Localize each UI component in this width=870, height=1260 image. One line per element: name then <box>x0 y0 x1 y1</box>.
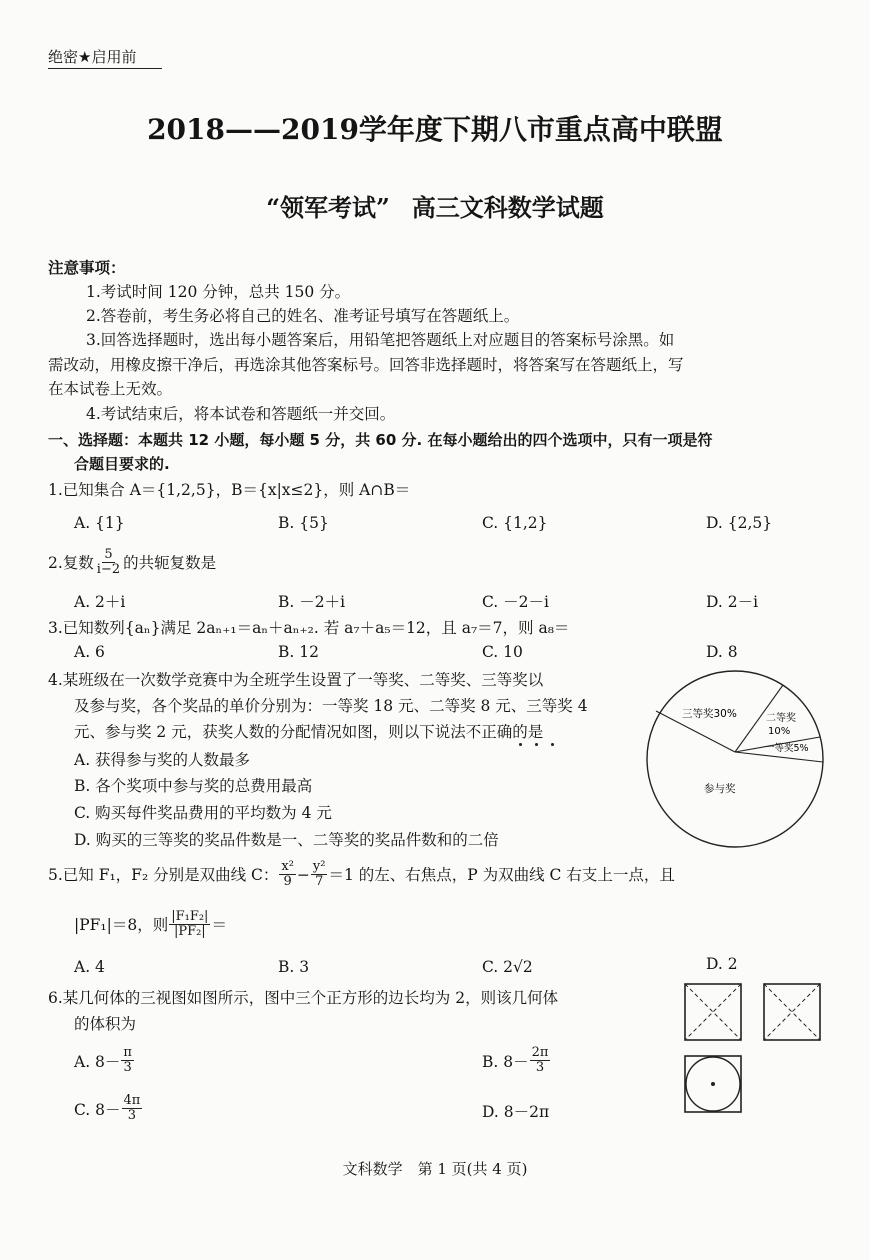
q6-option-b-den: 3 <box>535 1060 545 1075</box>
q5-frac-x-num: x² <box>281 859 294 874</box>
q5-option-d: D. 2 <box>706 955 738 973</box>
q3-stem: 3.已知数列{aₙ}满足 2aₙ₊₁＝aₙ＋aₙ₊₂. 若 a₇＋a₅＝12，且 a₇＝7，则 a₈＝ <box>48 619 570 637</box>
q6-option-b <box>482 1046 551 1075</box>
page-footer: 文科数学 第 1 页(共 4 页) <box>342 1160 528 1178</box>
q5-frac-ratio <box>169 910 210 939</box>
q2-fraction <box>95 548 122 577</box>
exam-subtitle <box>0 188 870 223</box>
q1-option-b: B. {5} <box>278 514 329 532</box>
q2-stem <box>48 548 216 577</box>
emphasis-dot <box>535 743 538 746</box>
q5-frac-y-num: y² <box>312 859 326 874</box>
q4-option-d: D. 购买的三等奖的奖品件数是一、二等奖的奖品件数和的二倍 <box>74 831 499 849</box>
q3-option-b: B. 12 <box>278 643 319 661</box>
emphasis-dot <box>519 743 522 746</box>
q5-frac-x <box>279 860 296 889</box>
pie-label-second: 二等奖 <box>766 713 796 724</box>
q1-option-d: D. {2,5} <box>706 514 773 532</box>
q5-frac-y-den: 7 <box>315 874 324 889</box>
q1-option-c: C. {1,2} <box>482 514 548 532</box>
q2-stem-post: 的共轭复数是 <box>123 553 217 572</box>
note-3-line3: 在本试卷上无效。 <box>48 380 173 398</box>
q6-option-a-den: 3 <box>123 1060 132 1075</box>
q6-line1: 6.某几何体的三视图如图所示，图中三个正方形的边长均为 2，则该几何体 <box>48 989 559 1007</box>
q4-line3: 元、参与奖 2 元，获奖人数的分配情况如图，则以下说法不正确的是 <box>74 723 544 741</box>
confidential-label: 绝密★启用前 <box>48 48 137 66</box>
q4-line2: 及参与奖，各个奖品的单价分别为：一等奖 18 元、二等奖 8 元、三等奖 4 <box>74 697 588 715</box>
section-header-line1: 一、选择题：本题共 12 小题，每小题 5 分，共 60 分. 在每小题给出的四个选项中，只有一项是符 <box>48 431 713 449</box>
q5-option-a: A. 4 <box>74 958 105 976</box>
q6-option-c <box>74 1094 143 1123</box>
pie-label-third: 三等奖30% <box>682 708 737 720</box>
note-3-line1: 3.回答选择题时，选出每小题答案后，用铅笔把答题纸上对应题目的答案标号涂黑。如 <box>86 331 675 349</box>
q4-line1: 4.某班级在一次数学竞赛中为全班学生设置了一等奖、二等奖、三等奖以 <box>48 671 544 689</box>
q3-option-a: A. 6 <box>74 643 105 661</box>
q5-line2-post: ＝ <box>211 915 227 934</box>
q6-option-a-frac <box>121 1046 134 1075</box>
q5-stem-post: ＝1 的左、右焦点，P 为双曲线 C 右支上一点，且 <box>328 865 675 884</box>
q6-option-c-num: 4π <box>123 1093 141 1108</box>
confidential-underline <box>48 68 162 69</box>
q2-option-c: C. －2－i <box>482 593 549 611</box>
front-view <box>685 984 741 1040</box>
q5-line2-pre: |PF₁|＝8，则 <box>74 915 169 934</box>
emphasis-dot <box>551 743 554 746</box>
q2-frac-den: i−2 <box>96 562 121 577</box>
notes-heading: 注意事项： <box>48 259 126 277</box>
q5-option-c: C. 2√2 <box>482 958 533 976</box>
q2-frac-num: 5 <box>104 547 113 562</box>
exam-subtitle-name: 高三文科数学试题 <box>411 193 604 222</box>
q6-option-c-pre: C. 8－ <box>74 1100 121 1119</box>
q5-frac-ratio-num: |F₁F₂| <box>171 909 209 924</box>
q5-option-b: B. 3 <box>278 958 310 976</box>
q5-line2 <box>74 910 227 939</box>
exam-subtitle-quote: “领军考试” <box>266 193 390 222</box>
pie-label-second-percent: 10% <box>768 726 791 737</box>
award-pie-chart <box>640 664 830 854</box>
q4-option-b: B. 各个奖项中参与奖的总费用最高 <box>74 777 313 795</box>
q2-option-b: B. －2＋i <box>278 593 346 611</box>
q2-stem-pre: 2.复数 <box>48 553 94 572</box>
q6-line2: 的体积为 <box>74 1015 137 1033</box>
q6-option-a-num: π <box>123 1045 132 1060</box>
section-header-line2: 合题目要求的. <box>74 455 170 473</box>
q5-stem-pre: 5.已知 F₁，F₂ 分别是双曲线 C： <box>48 865 279 884</box>
q5-frac-ratio-den: |PF₂| <box>173 924 206 939</box>
q6-option-d: D. 8－2π <box>482 1103 550 1121</box>
q6-option-a-pre: A. 8－ <box>74 1052 121 1071</box>
q3-option-d: D. 8 <box>706 643 738 661</box>
side-view <box>764 984 820 1040</box>
q6-option-c-den: 3 <box>127 1108 137 1123</box>
note-2: 2.答卷前，考生务必将自己的姓名、准考证号填写在答题纸上。 <box>86 307 520 325</box>
q5-stem <box>48 860 675 889</box>
note-1: 1.考试时间 120 分钟，总共 150 分。 <box>86 283 351 301</box>
note-4: 4.考试结束后，将本试卷和答题纸一并交回。 <box>86 405 396 423</box>
q4-option-a: A. 获得参与奖的人数最多 <box>74 751 251 769</box>
note-3-line2: 需改动，用橡皮擦干净后，再选涂其他答案标号。回答非选择题时，将答案写在答题纸上，写 <box>48 356 684 374</box>
q3-option-c: C. 10 <box>482 643 523 661</box>
pie-label-first: 一等奖5% <box>765 743 809 754</box>
q4-option-c: C. 购买每件奖品费用的平均数为 4 元 <box>74 804 332 822</box>
q6-option-c-frac <box>122 1094 143 1123</box>
q1-stem: 1.已知集合 A＝{1,2,5}，B＝{x|x≤2}，则 A∩B＝ <box>48 481 411 499</box>
q2-option-d: D. 2－i <box>706 593 759 611</box>
q6-option-b-num: 2π <box>531 1045 549 1060</box>
q6-three-view-diagram <box>682 980 832 1142</box>
top-view <box>685 1056 741 1112</box>
pie-label-participate: 参与奖 <box>704 783 736 795</box>
q2-option-a: A. 2＋i <box>74 593 126 611</box>
q5-minus: − <box>296 865 310 884</box>
q6-option-a <box>74 1046 135 1075</box>
q6-option-b-frac <box>530 1046 551 1075</box>
q5-frac-y <box>311 860 328 889</box>
q5-frac-x-den: 9 <box>283 874 292 889</box>
exam-title: 2018——2019学年度下期八市重点高中联盟 <box>147 113 723 146</box>
q6-option-b-pre: B. 8－ <box>482 1052 529 1071</box>
q1-option-a: A. {1} <box>74 514 125 532</box>
